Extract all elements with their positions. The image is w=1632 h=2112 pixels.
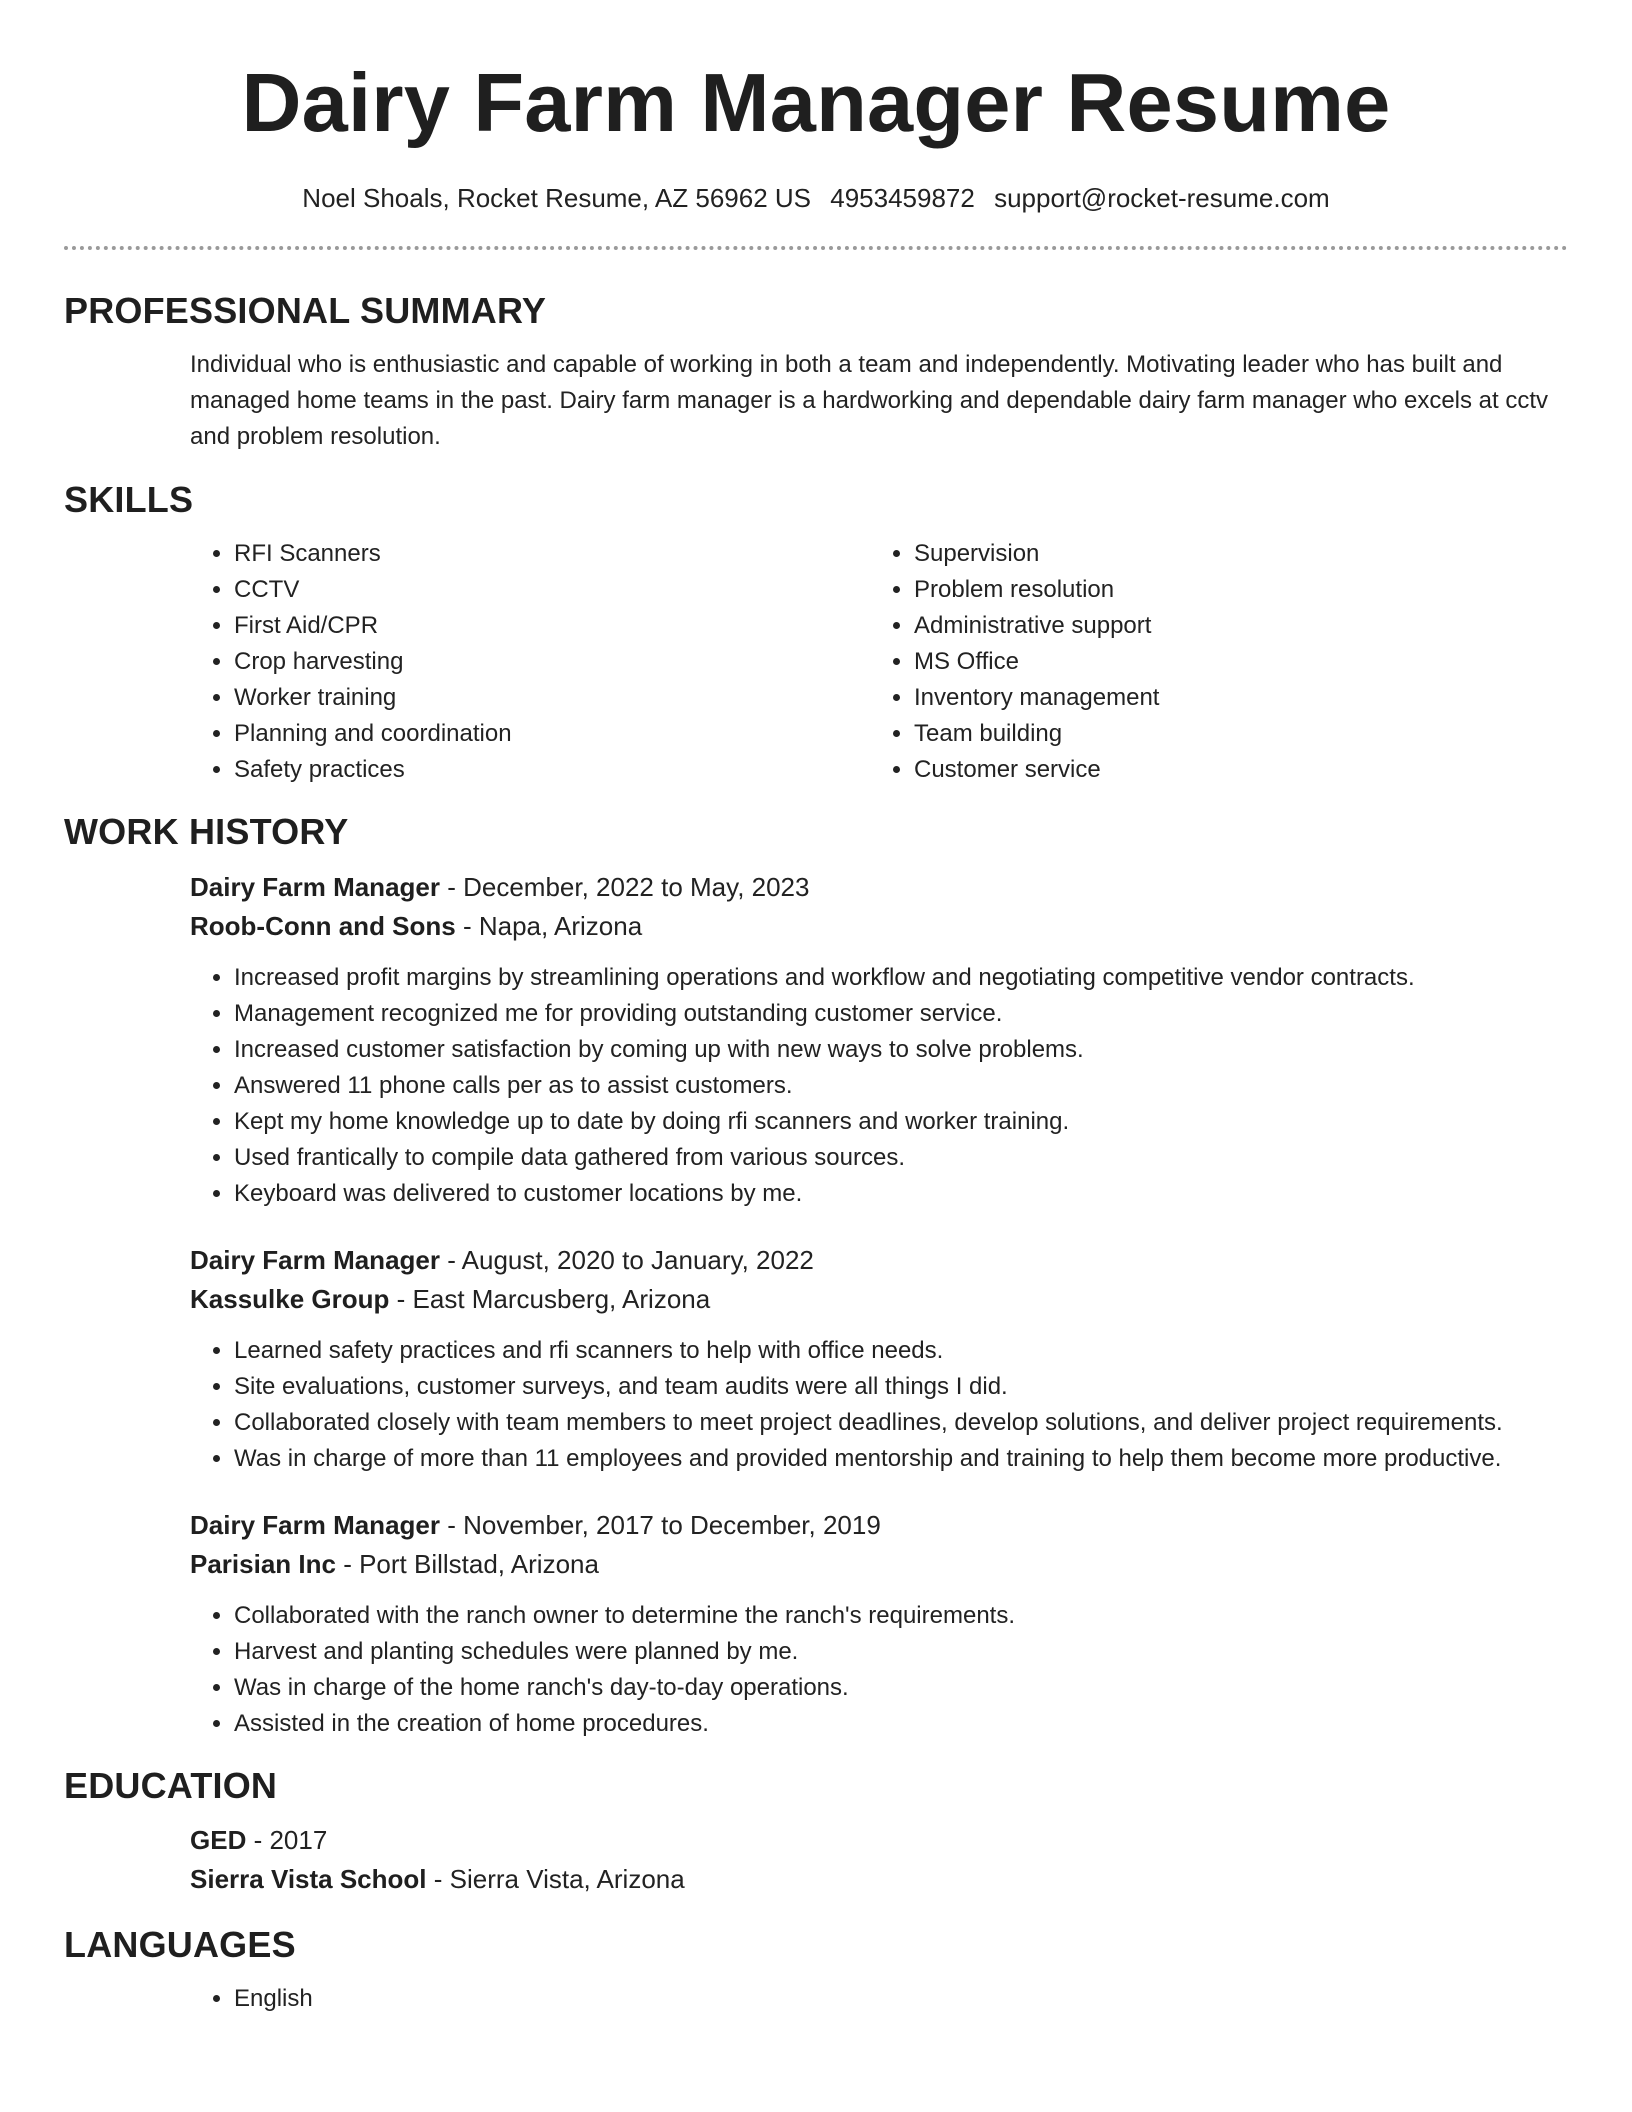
duty-item: • Was in charge of more than 11 employees and provided mentorship and training to help them become more productive. [234, 1441, 1568, 1477]
job-company-line [190, 1280, 1568, 1319]
contact-email: support@rocket-resume.com [994, 183, 1330, 213]
job-entry [190, 1506, 1568, 1742]
job-entry [190, 1241, 1568, 1477]
summary-heading: PROFESSIONAL SUMMARY [64, 290, 547, 331]
duty-item: • Assisted in the creation of home procedures. [234, 1706, 1568, 1742]
education-heading: EDUCATION [64, 1765, 278, 1806]
skill-item: • Worker training [234, 680, 870, 716]
job-company: Roob-Conn and Sons [190, 911, 456, 941]
duty-item: • Kept my home knowledge up to date by doing rfi scanners and worker training. [234, 1104, 1568, 1140]
education-year: - 2017 [246, 1825, 328, 1855]
page-title: Dairy Farm Manager Resume [241, 56, 1391, 149]
education-entry [190, 1821, 1568, 1899]
duty-item: • Management recognized me for providing outstanding customer service. [234, 996, 1568, 1032]
header-divider [64, 246, 1568, 250]
skill-item: • Crop harvesting [234, 644, 870, 680]
job-company-line [190, 1545, 1568, 1584]
skill-item: • MS Office [914, 644, 1550, 680]
job-entry [190, 868, 1568, 1212]
education-degree-line [190, 1821, 1568, 1860]
job-title: Dairy Farm Manager [190, 872, 440, 902]
contact-phone: 4953459872 [830, 183, 975, 213]
education-school-line [190, 1860, 1568, 1899]
job-company: Parisian Inc [190, 1549, 336, 1579]
job-location: - East Marcusberg, Arizona [389, 1284, 711, 1314]
job-location: - Port Billstad, Arizona [335, 1549, 599, 1579]
duty-item: • Collaborated with the ranch owner to determine the ranch's requirements. [234, 1598, 1568, 1634]
skill-item: • Safety practices [234, 752, 870, 788]
skill-item: • Supervision [914, 536, 1550, 572]
job-duties [190, 1598, 1568, 1742]
duty-item: • Keyboard was delivered to customer locations by me. [234, 1176, 1568, 1212]
duty-item: • Site evaluations, customer surveys, and team audits were all things I did. [234, 1369, 1568, 1405]
skill-item: • Team building [914, 716, 1550, 752]
skills-column-right [870, 536, 1550, 788]
skills-column-left [190, 536, 870, 788]
skill-item: • Customer service [914, 752, 1550, 788]
job-title-line [190, 1506, 1568, 1545]
skill-item: • Inventory management [914, 680, 1550, 716]
job-title-line [190, 868, 1568, 907]
skill-item: • Administrative support [914, 608, 1550, 644]
duty-item: • Used frantically to compile data gathered from various sources. [234, 1140, 1568, 1176]
education-school: Sierra Vista School [190, 1864, 427, 1894]
languages-list [190, 1981, 1568, 2017]
job-dates: - November, 2017 to December, 2019 [439, 1510, 881, 1540]
job-company: Kassulke Group [190, 1284, 390, 1314]
skill-item: • First Aid/CPR [234, 608, 870, 644]
skill-item: • CCTV [234, 572, 870, 608]
duty-item: • Answered 11 phone calls per as to assist customers. [234, 1068, 1568, 1104]
resume-page [64, 0, 1568, 2017]
languages-heading: LANGUAGES [64, 1924, 296, 1965]
job-title-line [190, 1241, 1568, 1280]
job-duties [190, 960, 1568, 1212]
job-location: - Napa, Arizona [455, 911, 643, 941]
summary-text: Individual who is enthusiastic and capable of working in both a team and independently. Motivating leader who has built and managed home teams in the past. Dairy farm manager is a hardworking and dependable dairy farm manager who excels at cctv and problem resolution. [190, 351, 1549, 450]
duty-item: • Harvest and planting schedules were planned by me. [234, 1634, 1568, 1670]
skills-heading: SKILLS [64, 479, 194, 520]
education-location: - Sierra Vista, Arizona [426, 1864, 685, 1894]
work-heading: WORK HISTORY [64, 811, 349, 852]
contact-address: Noel Shoals, Rocket Resume, AZ 56962 US [302, 183, 811, 213]
duty-item: • Was in charge of the home ranch's day-to-day operations. [234, 1670, 1568, 1706]
job-company-line [190, 907, 1568, 946]
language-item: • English [234, 1981, 1568, 2017]
job-dates: - December, 2022 to May, 2023 [439, 872, 810, 902]
duty-item: • Learned safety practices and rfi scanners to help with office needs. [234, 1333, 1568, 1369]
skills-list [190, 536, 1568, 788]
duty-item: • Increased profit margins by streamlining operations and workflow and negotiating competitive vendor contracts. [234, 960, 1568, 996]
duty-item: • Increased customer satisfaction by coming up with new ways to solve problems. [234, 1032, 1568, 1068]
education-degree: GED [190, 1825, 247, 1855]
job-title: Dairy Farm Manager [190, 1510, 440, 1540]
skill-item: • Problem resolution [914, 572, 1550, 608]
job-dates: - August, 2020 to January, 2022 [439, 1245, 814, 1275]
duty-item: • Collaborated closely with team members to meet project deadlines, develop solutions, and deliver project requirements. [234, 1405, 1568, 1441]
skill-item: • Planning and coordination [234, 716, 870, 752]
contact-line [64, 182, 1568, 214]
job-title: Dairy Farm Manager [190, 1245, 440, 1275]
job-duties [190, 1333, 1568, 1477]
skill-item: • RFI Scanners [234, 536, 870, 572]
